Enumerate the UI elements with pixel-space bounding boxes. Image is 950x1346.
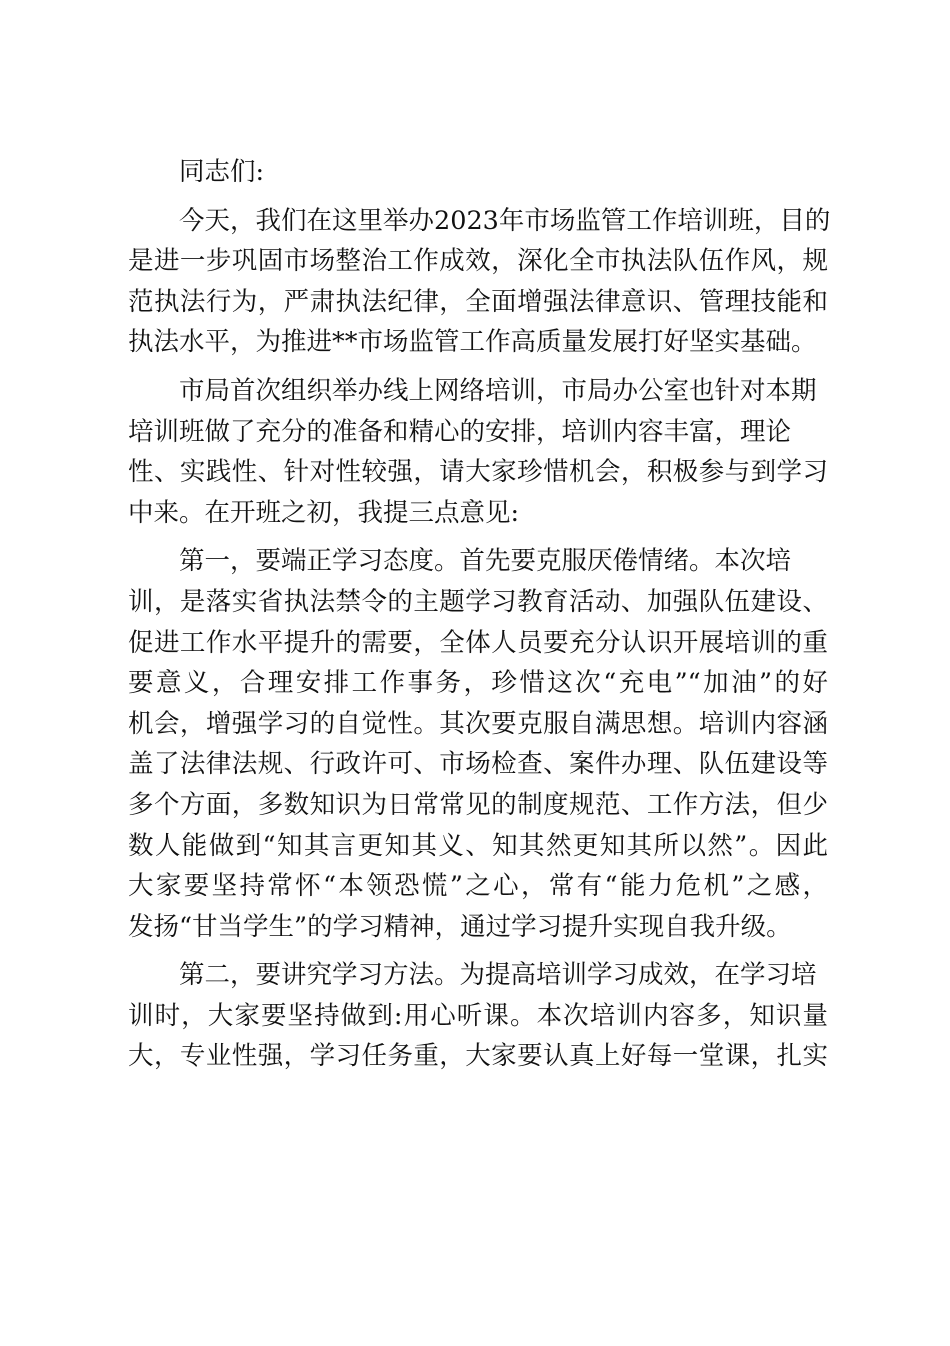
paragraph-point-two xyxy=(128,955,828,1077)
text-line: 机会，增强学习的自觉性。其次要克服自满思想。培训内容涵 xyxy=(128,708,828,739)
text-line: 性、实践性、针对性较强，请大家珍惜机会，积极参与到学习 xyxy=(128,457,828,488)
text-line: 要意义，合理安排工作事务，珍惜这次“充电”“加油”的好 xyxy=(128,668,828,699)
speech-body xyxy=(128,152,831,1077)
paragraph-opening xyxy=(128,201,831,363)
text-line: 第二，要讲究学习方法。为提高培训学习成效，在学习培 xyxy=(179,960,817,991)
text-line: 是进一步巩固市场整治工作成效，深化全市执法队伍作风，规 xyxy=(128,246,828,277)
text-line: 多个方面，多数知识为日常常见的制度规范、工作方法，但少 xyxy=(128,789,828,820)
paragraph-point-one xyxy=(128,541,828,947)
text-line: 培训班做了充分的准备和精心的安排，培训内容丰富，理论 xyxy=(128,416,792,447)
text-line: 训，是落实省执法禁令的主题学习教育活动、加强队伍建设、 xyxy=(128,586,828,617)
text-line: 盖了法律法规、行政许可、市场检查、案件办理、队伍建设等 xyxy=(128,749,828,780)
text-line: 中来。在开班之初，我提三点意见: xyxy=(128,497,520,528)
text-line: 执法水平，为推进**市场监管工作高质量发展打好坚实基础。 xyxy=(128,327,817,358)
text-line: 市局首次组织举办线上网络培训，市局办公室也针对本期 xyxy=(179,375,817,406)
text-line: 大，专业性强，学习任务重，大家要认真上好每一堂课，扎实 xyxy=(128,1041,828,1072)
text-line: 第一，要端正学习态度。首先要克服厌倦情绪。本次培 xyxy=(179,546,792,577)
text-line: 发扬“甘当学生”的学习精神，通过学习提升实现自我升级。 xyxy=(128,911,792,942)
paragraph-training-overview xyxy=(128,371,828,533)
text-line: 今天，我们在这里举办2023年市场监管工作培训班，目的 xyxy=(179,205,831,236)
text-line: 大家要坚持常怀“本领恐慌”之心，常有“能力危机”之感， xyxy=(128,871,828,902)
text-line: 训时，大家要坚持做到:用心听课。本次培训内容多，知识量 xyxy=(128,1000,828,1031)
text-line: 范执法行为，严肃执法纪律，全面增强法律意识、管理技能和 xyxy=(128,286,828,317)
text-line: 促进工作水平提升的需要，全体人员要充分认识开展培训的重 xyxy=(128,627,828,658)
salutation: 同志们: xyxy=(179,157,265,187)
text-line: 数人能做到“知其言更知其义、知其然更知其所以然”。因此 xyxy=(128,830,828,861)
